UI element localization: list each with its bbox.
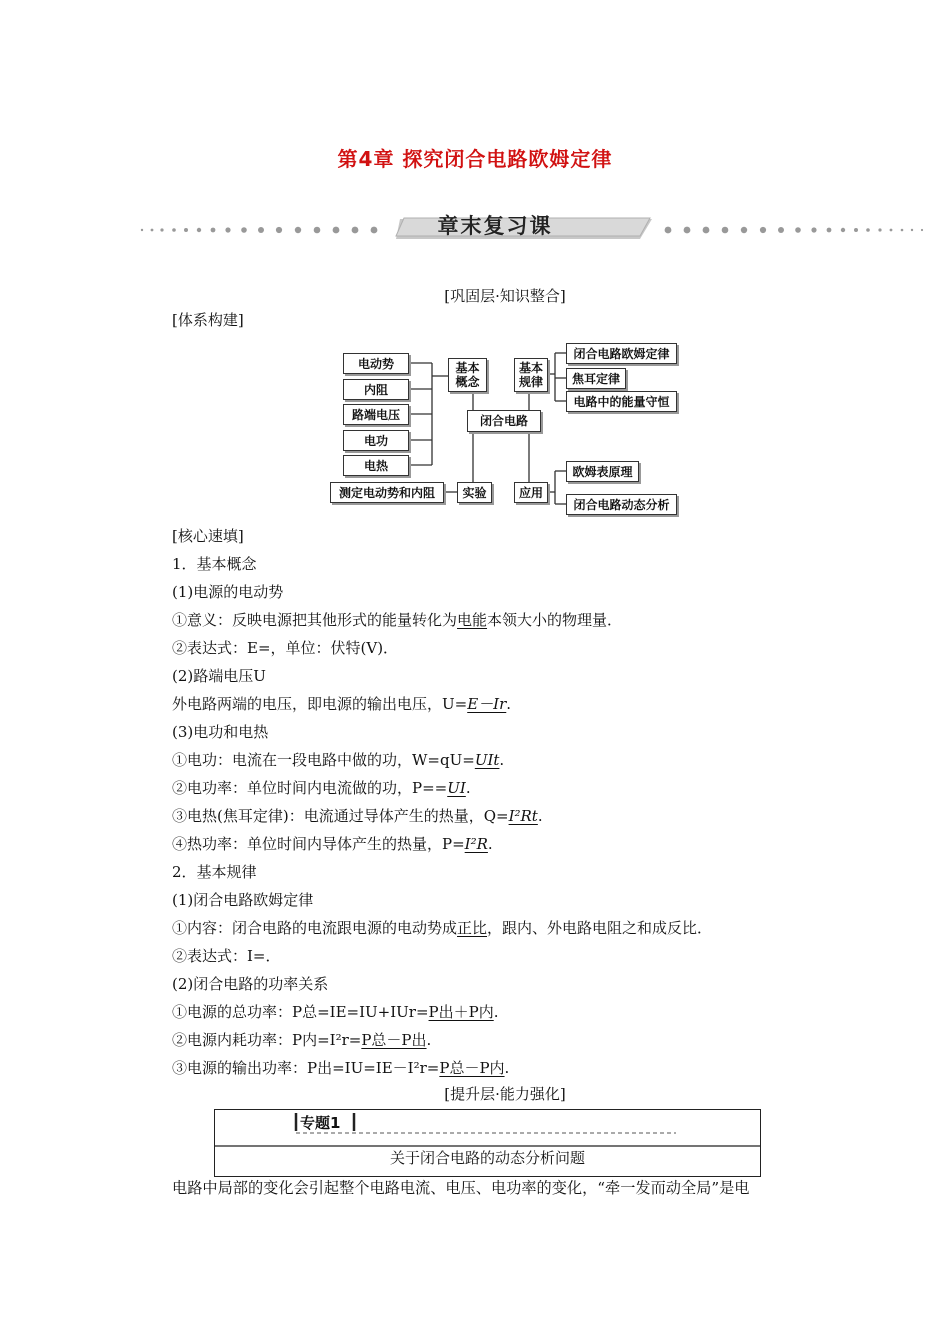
node-terminal-voltage: 路端电压: [343, 404, 409, 425]
text: ①电功：电流在一段电路中做的功，W=qU=: [172, 751, 475, 769]
item-emf-formula: ②表达式：E=，单位：伏特(V)．: [172, 639, 399, 657]
item-terminal-voltage: (2)路端电压U: [172, 667, 266, 685]
item-ohm-formula: ②表达式：I=．: [172, 947, 281, 965]
item-emf-meaning: [172, 610, 622, 630]
answer-blank: I²Rt: [508, 807, 538, 825]
item-emf: (1)电源的电动势: [172, 583, 284, 601]
chapter-title: 第4章 探究闭合电路欧姆定律: [337, 147, 613, 171]
text: ④热功率：单位时间内导体产生的热量，P=: [172, 835, 465, 853]
answer-blank: E－Ir: [467, 695, 507, 713]
text: .: [487, 835, 493, 853]
concept-diagram: [0, 0, 950, 520]
node-basic-laws: 基本 规律: [514, 358, 548, 392]
answer-blank: 电能: [457, 611, 488, 629]
text: ，跟内、外电路电阻之和成反比．: [487, 919, 713, 937]
node-emf: 电动势: [343, 353, 409, 374]
text: ③电热(焦耳定律)：电流通过导体产生的热量，Q=: [172, 807, 509, 825]
heading-basic-concepts: 1．基本概念: [172, 555, 257, 573]
node-closed-circuit: 闭合电路: [467, 410, 541, 432]
node-electric-work: 电功: [343, 430, 409, 451]
text: 本领大小的物理量．: [487, 611, 623, 629]
node-joule-law: 焦耳定律: [566, 368, 626, 389]
text: .: [493, 1003, 499, 1021]
item-electric-work: [172, 750, 504, 770]
node-basic-concepts: 基本 概念: [448, 358, 487, 392]
answer-blank: I²R: [464, 835, 488, 853]
item-electric-heat: [172, 806, 543, 826]
paragraph-intro: 电路中局部的变化会引起整个电路电流、电压、电功率的变化，“牵一发而动全局”是电: [172, 1179, 750, 1197]
section-heading-improve: [提升层·能力强化]: [444, 1085, 566, 1103]
text: ③电源的输出功率：P出=IU=IE－I²r=: [172, 1059, 440, 1077]
text: ②电源内耗功率：P内=I²r=: [172, 1031, 362, 1049]
topic-tag: 专题1: [300, 1114, 341, 1132]
text: ②电功率：单位时间内电流做的功，P==: [172, 779, 448, 797]
section-heading-consolidate: [巩固层·知识整合]: [444, 287, 566, 305]
item-heat-power: [172, 834, 493, 854]
text: .: [499, 751, 505, 769]
item-power-relations: (2)闭合电路的功率关系: [172, 975, 329, 993]
node-dynamic-analysis: 闭合电路动态分析: [566, 494, 677, 515]
item-terminal-voltage-def: [172, 694, 511, 714]
item-total-power: [172, 1002, 499, 1022]
text: ①电源的总功率：P总=IE=IU+IUr=: [172, 1003, 429, 1021]
topic-title: 关于闭合电路的动态分析问题: [389, 1149, 585, 1167]
answer-blank: UIt: [474, 751, 500, 769]
node-internal-resistance: 内阻: [343, 379, 409, 400]
item-output-power: [172, 1058, 509, 1078]
banner-title: 章末复习课: [437, 214, 553, 238]
answer-blank: P总－P内: [439, 1059, 505, 1077]
text: .: [506, 695, 512, 713]
heading-basic-laws: 2．基本规律: [172, 863, 257, 881]
text: ①内容：闭合电路的电流跟电源的电动势成: [172, 919, 458, 937]
subheading-system: [体系构建]: [172, 311, 244, 329]
item-electric-power: [172, 778, 471, 798]
item-internal-power: [172, 1030, 431, 1050]
node-application: 应用: [514, 482, 548, 503]
item-ohm-content: [172, 918, 712, 938]
text: 外电路两端的电压，即电源的输出电压，U=: [172, 695, 468, 713]
answer-blank: P出＋P内: [428, 1003, 494, 1021]
answer-blank: 正比: [457, 919, 488, 937]
text: .: [465, 779, 471, 797]
text: .: [504, 1059, 510, 1077]
node-ohm-law: 闭合电路欧姆定律: [566, 343, 677, 364]
text: ①意义：反映电源把其他形式的能量转化为: [172, 611, 458, 629]
text: .: [537, 807, 543, 825]
item-ohm-law: (1)闭合电路欧姆定律: [172, 891, 314, 909]
node-measure-emf: 测定电动势和内阻: [330, 482, 444, 503]
node-electric-heat: 电热: [343, 455, 409, 476]
node-ohmmeter-principle: 欧姆表原理: [566, 461, 639, 482]
subheading-core: [核心速填]: [172, 527, 244, 545]
item-work-heat: (3)电功和电热: [172, 723, 269, 741]
node-experiment: 实验: [457, 482, 492, 503]
text: .: [426, 1031, 432, 1049]
node-energy-conservation: 电路中的能量守恒: [566, 391, 677, 412]
answer-blank: UI: [447, 779, 466, 797]
answer-blank: P总－P出: [361, 1031, 427, 1049]
diagram-connectors: [0, 0, 950, 520]
